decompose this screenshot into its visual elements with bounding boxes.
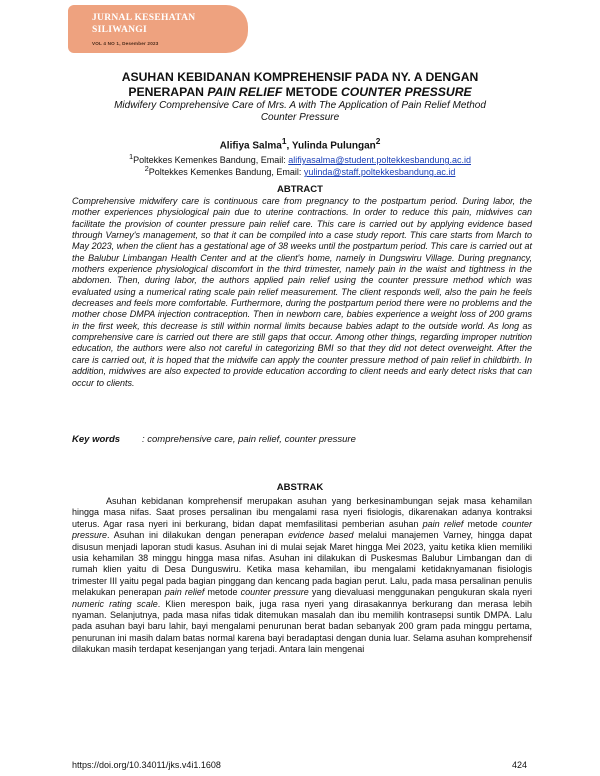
author-list (0, 136, 600, 151)
affiliation-1-text: Poltekkes Kemenkes Bandung, Email: (133, 155, 289, 165)
author-1: Alifiya Salma (219, 140, 282, 152)
journal-name (92, 12, 195, 36)
journal-banner (68, 5, 248, 53)
paper-subtitle (60, 100, 540, 124)
abstrak-segment: . Klien merespon baik, juga rasa nyeri yang dirasakannya berkurang dan merasa lebih nyaman. Selanjutnya, pada masa nifas tidak ditemukan masalah dan ibu memilih kontrasepsi suntik DMPA. Lalu pada asuhan bayi baru lahir, bayi mengalami penurunan berat badan sebanyak 200 gram pada minggu pertama, penurunan ini masih dalam batas normal karena bayi beradaptasi dengan dunia luar. Selama asuhan komprehensif dilakukan masih terdapat kesenjangan yang terjadi. Antara lain mengenai (72, 598, 532, 655)
abstrak-segment: Asuhan kebidanan komprehensif merupakan asuhan yang berkesinambungan sejak masa kehamilan hingga masa nifas. Saat proses persalinan ibu mengalami rasa nyeri fisiologis, dikarenakan adanya kontraksi uterus. Agar rasa nyeri ini berkurang, bidan dapat memfasilitasi pemberian asuhan (72, 496, 532, 529)
abstrak-italic-term: numeric rating scale (72, 598, 158, 609)
abstrak-heading: ABSTRAK (276, 482, 324, 493)
affiliation-2-text: Poltekkes Kemenkes Bandung, Email: (148, 167, 304, 177)
journal-volume: VOL 4 NO 1, Desember 2023 (92, 41, 159, 46)
author-2-sup: 2 (375, 136, 381, 146)
subtitle-line1: Midwifery Comprehensive Care of Mrs. A with The Application of Pain Relief Method (114, 100, 486, 111)
title-line2-b: PAIN RELIEF (207, 85, 283, 99)
author-1-sup: 1 (281, 136, 287, 146)
title-line2-c: METODE (282, 85, 341, 99)
abstrak-italic-term: pain relief (164, 587, 205, 598)
title-line2-d: COUNTER PRESSURE (340, 85, 472, 99)
abstrak-italic-term: pain relief (422, 518, 464, 529)
subtitle-line2: Counter Pressure (260, 112, 340, 123)
affiliation-1-sup: 1 (128, 152, 134, 161)
affiliation-2 (0, 164, 600, 177)
title-line1: ASUHAN KEBIDANAN KOMPREHENSIF PADA NY. A DENGAN (121, 70, 479, 84)
affiliation-1-email-link[interactable]: alifiyasalma@student.poltekkesbandung.ac.id (288, 155, 471, 165)
abstrak-italic-term: evidence based (288, 530, 354, 541)
abstract-heading: ABTRACT (277, 184, 323, 195)
keywords-label: Key words (72, 434, 121, 445)
abstract-text: Comprehensive midwifery care is continuous care from pregnancy to the postpartum period. During labor, the mother experiences physiological pain due to uterine contractions. In order to reduce this pain, midwives can facilitate the provision of counter pressure pain relief care. This care is carried out by applying evidence based through Varney's management, so that it can be compiled into a case study report. This care starts from March to May 2023, when the client has a gestational age of 38 weeks until the postpartum period. This care is carried out at the Balubur Limbangan Health Center and at the client's home, namely in Dungswiru Village. During pregnancy, mothers experience physiological discomfort in the third trimester, namely pain in the waist and tightness in the abdomen. Then, during labor, the authors applied pain relief using the counter pressure method which was evaluated using a numerical rating scale pain relief measurement. The client responds well, also the pain he feels decreases and feels more comfortable. Furthermore, during the postpartum period there were no problems and the mother chose DMPA injection contraception. Then in newborn care, babies experience a weight loss of 200 grams in the first week, this decrease is still within normal limits because babies adapt to the outside world. As long as comprehensive care is carried out there are still gaps that occur. Among other things, regarding improper nutrition education, the authors were also not careful in categorizing BMI so that they did not detect overweight. After the care is carried out, it is hoped that the midwife can apply the counter pressure method of pain relief in childbirth. In addition, midwives are also expected to provide education according to client needs and early detect risks that can occur to clients. (72, 196, 532, 388)
author-2: Yulinda Pulungan (291, 140, 376, 152)
abstrak-text (72, 496, 532, 656)
keywords (72, 434, 356, 445)
affiliation-2-sup: 2 (144, 164, 149, 173)
journal-name-line2: SILIWANGI (92, 25, 147, 35)
title-line2-a: PENERAPAN (128, 85, 208, 99)
abstrak-segment: metode (463, 518, 502, 529)
abstrak-segment: yang dievaluasi menggunakan pengukuran skala nyeri (308, 587, 532, 598)
abstrak-segment: . Asuhan ini dilakukan dengan penerapan (107, 530, 289, 541)
paper-title (40, 70, 560, 100)
abstrak-segment: melalui manajemen Varney, hingga dapat disusun menjadi laporan studi kasus. Asuhan ini di mulai sejak Maret hingga Mei 2023, yaitu ketika klien memiliki usia kehamilan 38 minggu hingga masa nifas. Asuhan ini dilakukan di Puskesmas Balubur Limbangan dan di rumah klien yaitu di Desa Dunguswiru. Ketika masa kehamilan, ibu mengalami ketidaknyamanan fisiologis trimester III yaitu pegal pada bagian pinggang dan kencang pada bagian perut. Lalu, pada masa persalinan penulis melakukan penerapan (72, 530, 532, 598)
abstrak-italic-term: counter pressure (240, 587, 309, 598)
keywords-value: : comprehensive care, pain relief, counter pressure (142, 434, 356, 445)
abstrak-segment: metode (204, 587, 241, 598)
page-number: 424 (512, 760, 528, 770)
affiliation-2-email-link[interactable]: yulinda@staff.poltekkesbandung.ac.id (303, 167, 456, 177)
journal-name-line1: JURNAL KESEHATAN (92, 13, 196, 23)
doi-link[interactable]: https://doi.org/10.34011/jks.v4i1.1608 (72, 760, 221, 770)
abstrak-italic-term: counter pressure (72, 518, 532, 541)
author-separator: , (286, 140, 292, 152)
